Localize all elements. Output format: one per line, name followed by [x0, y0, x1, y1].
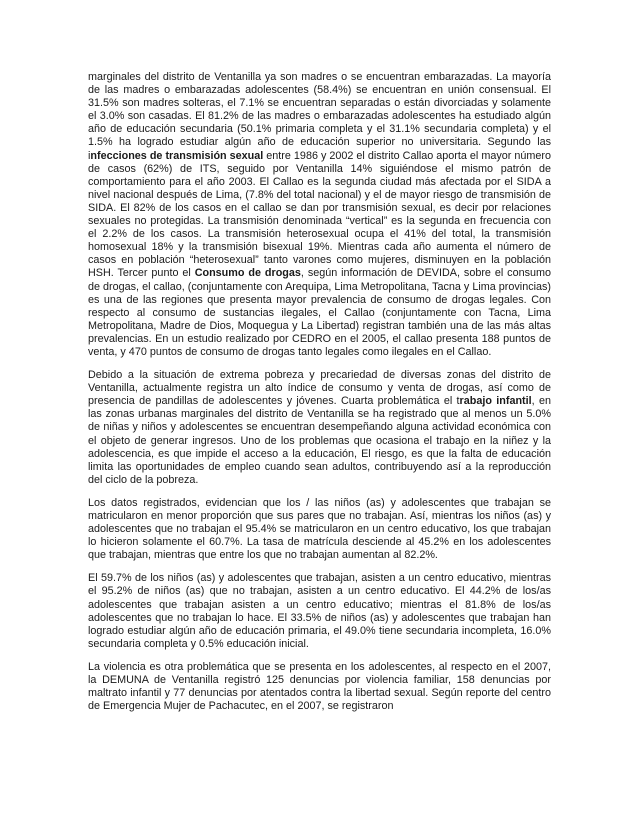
text-run: El 59.7% de los niños (as) y adolescentes que trabajan, asisten a un centro educativo, mientras el 95.2% de niños (as) que no trabajan, asisten a un centro educativo. El 44.2% de los/as adolescentes que trabajan asisten a un centro educativo; mientras el 81.8% de los/as adolescentes que no trabajan lo hace. El 33.5% de niños (as) y adolescentes que trabajan han logrado estudiar algún año de educación primaria, el 49.0% tiene secundaria incompleta, 16.0% secundaria completa y 0.5% educación inicial. [88, 572, 551, 650]
bold-term-infecciones: nfecciones de transmisión sexual [90, 149, 264, 162]
paragraph-3 [88, 497, 551, 562]
paragraph-1 [88, 71, 551, 359]
bold-term-consumo-drogas: Consumo de drogas [194, 267, 301, 280]
text-run: Los datos registrados, evidencian que los / las niños (as) y adolescentes que trabajan se matricularon en menor proporción que sus pares que no trabajan. Así, mientras los niños (as) y adolescentes que no trabajan el 95.4% se matricularon en un centro educativo, los que trabajan lo hicieron solamente el 60.7%. La tasa de matrícula desciende al 45.2% en los adolescentes que trabajan, mientras que entre los que no trabajan aumentan al 82.2%. [88, 496, 551, 562]
bold-term-trabajo-infantil: rabajo infantil [459, 395, 532, 408]
text-run: La violencia es otra problemática que se presenta en los adolescentes, al respecto en el 2007, la DEMUNA de Ventanilla registró 125 denuncias por violencia familiar, 158 denuncias por maltrato infantil y 77 denuncias por atentados contra la libertad sexual. Según reporte del centro de Emergencia Mujer de Pachacutec, en el 2007, se registraron [88, 660, 551, 713]
paragraph-4 [88, 572, 551, 651]
text-run: , en las zonas urbanas marginales del distrito de Ventanilla se ha registrado que al menos un 5.0% de niñas y niños y adolescentes se encuentran desempeñando alguna actividad económica con el objeto de generar ingresos. Uno de los problemas que ocasiona el trabajo en la niñez y la adolescencia, es que impide el acceso a la educación, El riesgo, es que la falta de educación limita las oportunidades de empleo cuando sean adultos, contribuyendo así a la reproducción del ciclo de la pobreza. [88, 395, 551, 486]
text-run: Debido a la situación de extrema pobreza y precariedad de diversas zonas del distrito de Ventanilla, actualmente registra un alto índice de consumo y venta de drogas, así como de presencia de pandillas de adolescentes y jóvenes. Cuarta problemática el t [88, 369, 551, 408]
text-run: marginales del distrito de Ventanilla ya son madres o se encuentran embarazadas. La mayoría de las madres o embarazadas adolescentes (58.4%) se encuentran en unión consensual. El 31.5% son madres solteras, el 7.1% se encuentran separadas o están divorciadas y solamente el 3.0% son casadas. El 81.2% de las madres o embarazadas adolescentes ha estudiado algún año de educación secundaria (50.1% primaria completa y el 31.1% secundaria completa) y el 1.5% ha logrado estudiar algún año de educación superior no universitaria. Segundo las i [88, 71, 551, 162]
paragraph-2 [88, 369, 551, 487]
text-run: , según información de DEVIDA, sobre el consumo de drogas, el callao, (conjuntamente con Arequipa, Lima Metropolitana, Tacna y Lima provincias) es una de las regiones que presenta mayor prevalencia de consumo de drogas legales. Con respecto al consumo de sustancias ilegales, el Callao (conjuntamente con Tacna, Lima Metropolitana, Madre de Dios, Moquegua y La Libertad) registran también una de las más altas prevalencias. En un estudio realizado por CEDRO en el 2005, el callao presenta 188 puntos de venta, y 470 puntos de consumo de drogas tanto legales como ilegales en el Callao. [88, 267, 551, 358]
paragraph-5 [88, 661, 551, 713]
document-page [88, 71, 551, 723]
text-run: entre 1986 y 2002 el distrito Callao aporta el mayor número de casos (62%) de ITS, seguido por Ventanilla 14% siguiéndose el mismo patrón de comportamiento para el año 2003. El Callao es la segunda ciudad más afectada por el SIDA a nivel nacional después de Lima, (7.8% del total nacional) y el de mayor riesgo de transmisión de SIDA. El 82% de los casos en el callao se dan por transmisión sexual, es decir por relaciones sexuales no protegidas. La transmisión denominada “vertical” es la segunda en frecuencia con el 2.2% de los casos. La transmisión heterosexual ocupa el 41% del total, la transmisión homosexual 18% y la transmisión bisexual 19%. Mientras cada año aumenta el número de casos en población “heterosexual” tanto varones como mujeres, disminuyen en la población HSH. Tercer punto el [88, 149, 551, 280]
